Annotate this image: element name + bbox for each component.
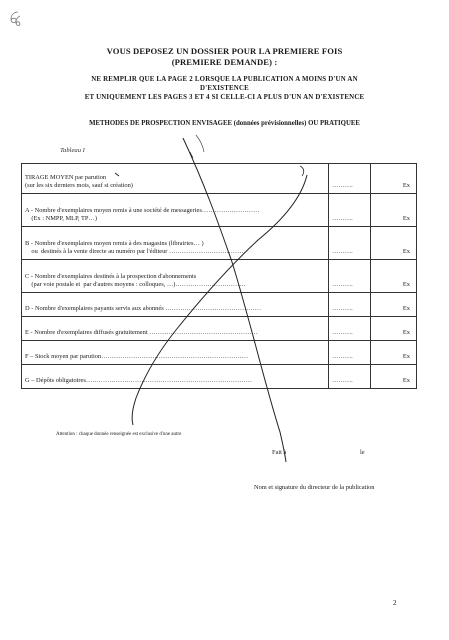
prospection-table (21, 163, 417, 389)
row-label-cell (22, 317, 329, 341)
instructions-line-3: ET UNIQUEMENT LES PAGES 3 ET 4 SI CELLE-CI A PLUS D'UN AN D'EXISTENCE (84, 94, 365, 101)
row-label-cell (22, 260, 329, 293)
table-row (22, 194, 417, 227)
row-unit: Ex (371, 341, 417, 365)
attention-note: Attention : chaque donnée renseignée est exclusive d'une autre (56, 432, 182, 437)
table-row (22, 227, 417, 260)
row-label: A - Nombre d'exemplaires moyen remis à une société de messageries……………………… (25, 206, 260, 214)
row-unit: Ex (371, 194, 417, 227)
row-unit: Ex (371, 260, 417, 293)
row-unit: Ex (371, 317, 417, 341)
row-unit: Ex (371, 365, 417, 389)
row-value-field[interactable]: ………. (329, 227, 371, 260)
table-row (22, 365, 417, 389)
signature-caption: Nom et signature du directeur de la publication (254, 484, 375, 491)
fait-a-label: Fait à (272, 449, 287, 456)
row-label-cell (22, 164, 329, 194)
row-label-cell (22, 365, 329, 389)
date-label: le (360, 449, 365, 456)
row-sublabel: (Ex : NMPP, MLP, TP…) (25, 214, 97, 222)
page-number: 2 (393, 599, 397, 607)
row-label-cell (22, 293, 329, 317)
row-sublabel: (par voie postale et par d'autres moyens : colloques, …)…………………………… (25, 280, 246, 288)
row-value-field[interactable]: ………. (329, 194, 371, 227)
table-row (22, 317, 417, 341)
row-unit: Ex (371, 164, 417, 194)
row-value-field[interactable]: ………. (329, 164, 371, 194)
row-label: TIRAGE MOYEN par parution (25, 173, 107, 181)
row-sublabel: ou destinés à la vente directe au numéro par l'éditeur ……………………………… (25, 247, 246, 255)
row-sublabel: (sur les six derniers mois, sauf si création) (25, 181, 133, 189)
heading-line-2: (PREMIERE DEMANDE) : (171, 57, 278, 67)
row-label: E - Nombre d'exemplaires diffusés gratuitement …………………………………………… (25, 328, 258, 336)
instructions-line-2: D'EXISTENCE (200, 85, 249, 92)
heading-line-1: VOUS DEPOSEZ UN DOSSIER POUR LA PREMIERE FOIS (106, 46, 343, 56)
row-label-cell (22, 194, 329, 227)
section-title: METHODES DE PROSPECTION ENVISAGEE (données prévisionnelles) OU PRATIQUEE (89, 120, 360, 127)
table-label: Tableau I (60, 147, 85, 154)
row-label: F – Stock moyen par parution…………………………………………………………… (25, 352, 249, 360)
table-row (22, 293, 417, 317)
table-row (22, 260, 417, 293)
table-row (22, 341, 417, 365)
table-row (22, 164, 417, 194)
handwritten-page-mark (6, 10, 22, 30)
row-value-field[interactable]: ………. (329, 260, 371, 293)
row-value-field[interactable]: ………. (329, 293, 371, 317)
row-unit: Ex (371, 293, 417, 317)
row-unit: Ex (371, 227, 417, 260)
row-label-cell (22, 227, 329, 260)
row-value-field[interactable]: ………. (329, 317, 371, 341)
row-label-cell (22, 341, 329, 365)
row-label: G – Dépôts obligatoires…………………………………………………………………… (25, 376, 253, 384)
row-label: D - Nombre d'exemplaires payants servis aux abonnés ……………………………………… (25, 304, 262, 312)
row-value-field[interactable]: ………. (329, 365, 371, 389)
row-value-field[interactable]: ………. (329, 341, 371, 365)
instructions-line-1: NE REMPLIR QUE LA PAGE 2 LORSQUE LA PUBLICATION A MOINS D'UN AN (91, 76, 358, 83)
row-label: B - Nombre d'exemplaires moyen remis à des magasins (librairies… ) (25, 239, 204, 247)
row-label: C - Nombre d'exemplaires destinés à la prospection d'abonnements (25, 272, 197, 280)
